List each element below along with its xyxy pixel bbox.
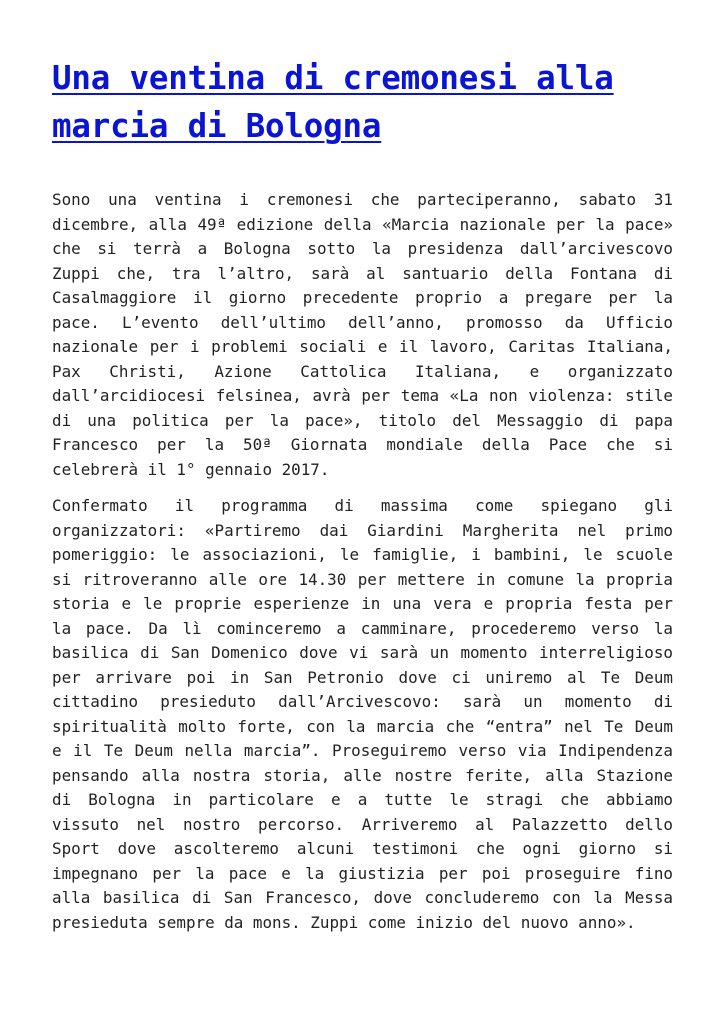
article [52,54,673,947]
article-paragraph-2: Confermato il programma di massima come spiegano gli organizzatori: «Partiremo dai Giardini Margherita nel primo pomeriggio: le associazioni, le famiglie, i bambini, le scuole si ritroveranno alle ore 14.30 per mettere in comune la propria storia e le proprie esperienze in una vera e propria festa per la pace. Da lì cominceremo a camminare, procederemo verso la basilica di San Domenico dove vi sarà un momento interreligioso per arrivare poi in San Petronio dove ci uniremo al Te Deum cittadino presieduto dall’Arcivescovo: sarà un momento di spiritualità molto forte, con la marcia che “entra” nel Te Deum e il Te Deum nella marcia”. Proseguiremo verso via Indipendenza pensando alla nostra storia, alle nostre ferite, alla Stazione di Bologna in particolare e a tutte le stragi che abbiamo vissuto nel nostro percorso. Arriveremo al Palazzetto dello Sport dove ascolteremo alcuni testimoni che ogni giorno si impegnano per la pace e la giustizia per poi proseguire fino alla basilica di San Francesco, dove concluderemo con la Messa presieduta sempre da mons. Zuppi come inizio del nuovo anno». [52,496,673,932]
article-title-link[interactable]: Una ventina di cremonesi alla marcia di Bologna [52,59,614,145]
article-title [52,54,673,150]
article-paragraph-1: Sono una ventina i cremonesi che parteciperanno, sabato 31 dicembre, alla 49ª edizione della «Marcia nazionale per la pace» che si terrà a Bologna sotto la presidenza dall’arcivescovo Zuppi che, tra l’altro, sarà al santuario della Fontana di Casalmaggiore il giorno precedente proprio a pregare per la pace. L’evento dell’ultimo dell’anno, promosso da Ufficio nazionale per i problemi sociali e il lavoro, Caritas Italiana, Pax Christi, Azione Cattolica Italiana, e organizzato dall’arcidiocesi felsinea, avrà per tema «La non violenza: stile di una politica per la pace», titolo del Messaggio di papa Francesco per la 50ª Giornata mondiale della Pace che si celebrerà il 1° gennaio 2017. [52,190,673,479]
article-body [52,188,673,935]
